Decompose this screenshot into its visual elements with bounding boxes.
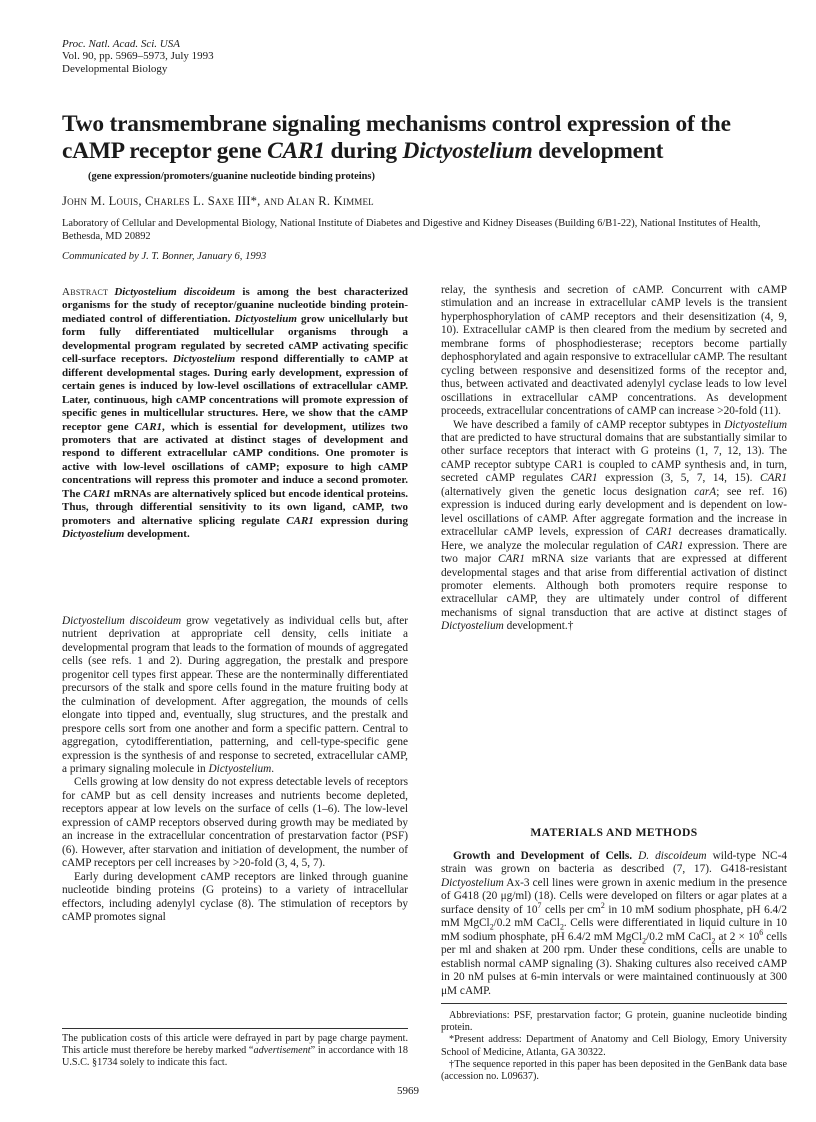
- journal-volume: Vol. 90, pp. 5969–5973, July 1993: [62, 50, 214, 63]
- intro-paragraph: relay, the synthesis and secretion of cAMP. Concurrent with cAMP stimulation and an increase in extracellular cAMP levels is the transient hyperphosphorylation of cAMP receptors and their desensitization (4, 9, 10). Extracellular cAMP is then cleared from the medium by secreted and membrane forms of phosphodiesterase; receptors become partially dephosphorylated and again responsive to extracellular cAMP. The resultant cycling between responsive and desensitized forms of the receptor and, thus, between activated and deactivated adenylyl cyclase leads to low level oscillations in extracellular cAMP concentrations. As development proceeds, extracellular concentrations of cAMP can increase >20-fold (11).: [441, 284, 787, 418]
- methods-text: [441, 850, 787, 998]
- abstract: Abstract Dictyostelium discoideum is among the best characterized organisms for the study of receptor/guanine nucleotide binding protein-mediated control of differentiation. Dictyostelium grow unicellularly but form fully differentiated multicellular organisms through a developmental program regulated by secreted cAMP activating specific cell-surface receptors. Dictyostelium respond differentially to cAMP at different developmental stages. During early development, expression of certain genes is induced by low-level oscillations of extracellular cAMP. Later, continuous, high cAMP concentrations will promote expression of specific genes in multicellular structures. Here, we show that the cAMP receptor gene CAR1, which is essential for development, utilizes two promoters that are activated at distinct stages of development and respond to different extracellular cAMP conditions. One promoter is active with low-level oscillations of cAMP; exposure to high cAMP concentrations will repress this promoter and induce a second promoter. The CAR1 mRNAs are alternatively spliced but encode identical proteins. Thus, through differential sensitivity to its own ligand, cAMP, two promoters and alternative splicing regulate CAR1 expression during Dictyostelium development.: [62, 286, 408, 541]
- communicated-by: Communicated by J. T. Bonner, January 6, 1993: [62, 251, 267, 262]
- keywords: (gene expression/promoters/guanine nucleotide binding proteins): [88, 171, 375, 182]
- authors: John M. Louis, Charles L. Saxe III*, and Alan R. Kimmel: [62, 194, 374, 208]
- journal-name: Proc. Natl. Acad. Sci. USA: [62, 38, 180, 50]
- footnote-abbreviations: Abbreviations: PSF, prestarvation factor; G protein, guanine nucleotide binding protein.: [441, 1010, 787, 1034]
- intro-paragraph: Early during development cAMP receptors are linked through guanine nucleotide binding proteins (G proteins) to a variety of intracellular effectors, including adenylyl cyclase (8). The stimulation of receptors by cAMP promotes signal: [62, 870, 408, 923]
- intro-paragraph: Dictyostelium discoideum grow vegetatively as individual cells but, after nutrient deprivation at appropriate cell density, cells initiate a developmental program that leads to the formation of mounds of aggregated cells (see refs. 1 and 2). During aggregation, the prestalk and prespore progenitor cell types first appear. These are the nonterminally differentiated precursors of the stalk and spore cells found in the mature fruiting body at the culmination of development. After aggregation, the mounds of cells elongate into tipped and, eventually, slug structures, and the prestalk and prespore cells sort from one another and form a specific pattern. Central to aggregation, cytodifferentiation, patterning, and cell-type-specific gene expression is the synthesis of and response to secreted, extracellular cAMP, a primary signaling molecule in Dictyostelium.: [62, 615, 408, 775]
- footnotes: [441, 1010, 787, 1083]
- journal-header: [62, 38, 214, 75]
- footnote-divider: [62, 1028, 408, 1029]
- journal-section: Developmental Biology: [62, 62, 168, 75]
- footnote-sequence: †The sequence reported in this paper has been deposited in the GenBank data base (accession no. L09637).: [441, 1058, 787, 1083]
- intro-paragraph: Cells growing at low density do not express detectable levels of receptors for cAMP but as cell density increases and nutrients become depleted, receptors appear at low levels on the surface of cells (1–6). The low-level expression of cAMP receptors observed during growth may be mediated by an increase in the extracellular concentration of prestarvation factor (PSF) (6). However, after starvation and initiation of development, the number of cAMP receptors per cell increases by >20-fold (3, 4, 5, 7).: [62, 776, 408, 870]
- abstract-label: Abstract: [62, 286, 109, 298]
- section-heading-methods: MATERIALS AND METHODS: [530, 826, 698, 839]
- footnote-present-address: *Present address: Department of Anatomy and Cell Biology, Emory University School of Medicine, Atlanta, GA 30322.: [441, 1034, 787, 1058]
- paper-title: Two transmembrane signaling mechanisms control expression of the cAMP receptor gene CAR1 during Dictyostelium development: [62, 111, 731, 164]
- intro-right-column: [441, 284, 787, 634]
- publication-cost-note: The publication costs of this article were defrayed in part by page charge payment. This article must therefore be hereby marked “advertisement” in accordance with 18 U.S.C. §1734 solely to indicate this fact.: [62, 1033, 408, 1069]
- methods-paragraph: Growth and Development of Cells. D. discoideum wild-type NC-4 strain was grown on bacteria as described (7, 17). G418-resistant Dictyostelium Ax-3 cell lines were grown in axenic medium in the presence of G418 (20 μg/ml) (18). Cells were developed on filters or agar plates at a surface density of $10^7$ cells per $cm^2$ in 10 mM sodium phosphate, pH 6.4/2 mM MgCl$_2$/0.2 mM CaCl$_2$. Cells were differentiated in liquid culture in 10 mM sodium phosphate, pH 6.4/2 mM MgCl$_2$/0.2 mM CaCl$_2$ at $2 \times 10^6$ cells per ml and shaken at 200 rpm. Under these conditions, cells are unable to establish normal cAMP signaling (3). Shaking cultures also received cAMP in 20 nM pulses at 6-min intervals or were maintained continuously at 300 μM cAMP.: [441, 850, 787, 997]
- page-number: 5969: [397, 1085, 419, 1097]
- footnote-divider: [441, 1003, 787, 1004]
- intro-paragraph: We have described a family of cAMP receptor subtypes in Dictyostelium that are predicted to have structural domains that are substantially similar to other surface receptors that interact with G proteins (1, 7, 12, 13). The cAMP receptor subtype CAR1 is coupled to cAMP synthesis and, in turn, secreted cAMP regulates CAR1 expression (3, 5, 7, 14, 15). CAR1 (alternatively given the genetic locus designation carA; see ref. 16) expression is induced during early development and is dependent on low-level oscillations of cAMP. After aggregate formation and the increase in extracellular cAMP levels, expression of CAR1 decreases dramatically. Here, we analyze the molecular regulation of CAR1 expression. There are two major CAR1 mRNA size variants that are expressed at different developmental stages and that arise from differential activation of distinct promoter elements. Although both promoters require response to extracellular cAMP, they are ultimately under control of different mechanisms of signal transduction that are active at distinct stages of Dictyostelium development.†: [441, 418, 787, 633]
- intro-left-column: [62, 615, 408, 924]
- affiliation: Laboratory of Cellular and Developmental Biology, National Institute of Diabetes and Digestive and Kidney Diseases (Building 6/B1-22), National Institutes of Health, Bethesda, MD 20892: [62, 218, 761, 242]
